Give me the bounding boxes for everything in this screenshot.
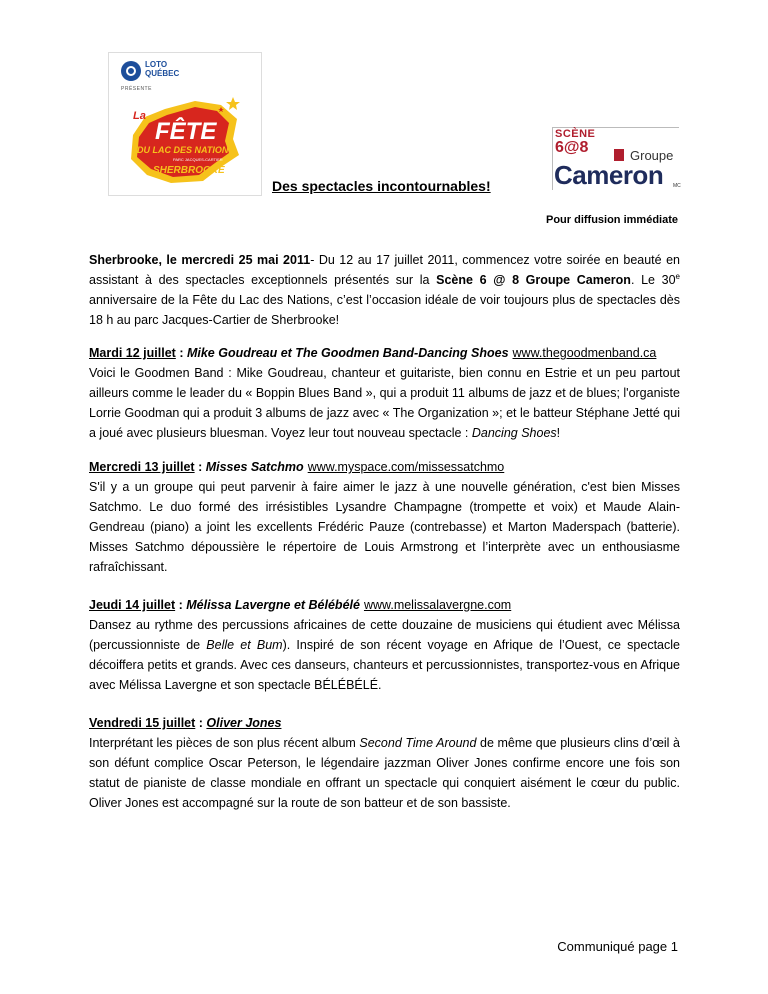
event-block	[89, 595, 680, 695]
superscript: e	[675, 271, 680, 281]
groupe-cameron-logo	[552, 127, 680, 195]
event-description	[89, 733, 680, 813]
svg-text:PARC JACQUES-CARTIER: PARC JACQUES-CARTIER	[173, 157, 223, 162]
groupe-label: Groupe	[630, 148, 674, 163]
event-heading	[89, 713, 680, 733]
event-title: Mélissa Lavergne et Bélébélé	[186, 598, 360, 612]
intro-text: anniversaire de la Fête du Lac des Nations, c’est l’occasion idéale de voir toujours plus de spectacles dès 18 h au parc Jacques-Cartier de Sherbrooke!	[89, 293, 680, 327]
album-title: Second Time Around	[359, 736, 477, 750]
event-description	[89, 615, 680, 695]
release-body	[89, 250, 680, 827]
event-text: de même que plusieurs clins d’œil à son défunt complice Oscar Peterson, le légendaire jazzman Oliver Jones confirme encore une fois son statut de pianiste de classe mondiale en offrant un spectacle qui conquiert aisément le cœur du public. Oliver Jones est accompagné sur la route de son batteur et de son bassiste.	[89, 736, 680, 810]
intro-text: . Le 30	[630, 273, 676, 287]
svg-text:La: La	[133, 110, 146, 122]
event-day: Jeudi 14 juillet	[89, 598, 176, 612]
loto-quebec-icon	[121, 61, 141, 81]
show-title: Belle et Bum	[206, 638, 283, 652]
stage-name: Scène 6 @ 8 Groupe Cameron	[436, 273, 631, 287]
show-title: Dancing Shoes	[471, 426, 557, 440]
event-link[interactable]: www.thegoodmenband.ca	[512, 346, 657, 360]
event-block	[89, 457, 680, 577]
event-heading	[89, 457, 680, 477]
event-day: Mardi 12 juillet	[89, 346, 176, 360]
event-text: ). Inspiré de son récent voyage en Afrique de l’Ouest, ce spectacle décoiffera petits et grands. Avec ces danseurs, chanteurs et percussionnistes, transportez-vous en Afrique avec Mélissa Lavergne et son spectacle BÉLÉBÉLÉ.	[89, 638, 680, 692]
presente-label: PRÉSENTE	[121, 86, 152, 92]
event-title: Mike Goudreau et The Goodmen Band-Dancing Shoes	[186, 346, 509, 360]
fete-festival-icon	[125, 95, 243, 187]
separator: :	[175, 598, 187, 612]
six-huit-label: 6@8	[555, 139, 589, 156]
diffusion-notice: Pour diffusion immédiate	[545, 214, 678, 226]
svg-text:FÊTE: FÊTE	[155, 118, 217, 145]
trademark-mark: MC	[673, 183, 681, 189]
dateline: Sherbrooke, le mercredi 25 mai 2011	[89, 253, 311, 267]
scene-label: SCÈNE	[555, 128, 596, 140]
loto-quebec-wordmark: LOTO QUÉBEC	[145, 60, 180, 78]
intro-paragraph	[89, 250, 680, 330]
event-link[interactable]: www.melissalavergne.com	[363, 598, 512, 612]
headline: Des spectacles incontournables!	[272, 178, 491, 194]
event-block	[89, 343, 680, 443]
event-heading	[89, 343, 680, 363]
event-day: Vendredi 15 juillet	[89, 716, 196, 730]
event-text: !	[556, 426, 561, 440]
page-footer: Communiqué page 1	[557, 939, 678, 954]
svg-text:DU LAC DES NATIONS: DU LAC DES NATIONS	[137, 145, 235, 155]
svg-text:SHERBROOKE: SHERBROOKE	[153, 165, 225, 176]
separator: :	[194, 460, 206, 474]
event-text: Voici le Goodmen Band : Mike Goudreau, chanteur et guitariste, bien connu en Estrie et un peu partout ailleurs comme le leader du « Boppin Blues Band », qui a produit 11 albums de jazz et de blues; l'organiste Lorrie Goodman qui a produit 3 albums de jazz avec « The Organization »; et le batteur Stéphane Jetté qui a joué avec plusieurs bluesman. Voyez leur tout nouveau spectacle :	[89, 366, 680, 440]
event-heading	[89, 595, 680, 615]
event-description	[89, 363, 680, 443]
fete-du-lac-logo	[108, 52, 262, 196]
cameron-wordmark: Cameron	[554, 160, 664, 190]
event-text: Interprétant les pièces de son plus récent album	[89, 736, 360, 750]
event-title: Misses Satchmo	[205, 460, 304, 474]
separator: :	[175, 346, 187, 360]
event-text: Dansez au rythme des percussions africaines de cette douzaine de musiciens qui étudient avec Mélissa (percussionniste de	[89, 618, 680, 652]
event-title: Oliver Jones	[206, 716, 282, 730]
event-day: Mercredi 13 juillet	[89, 460, 195, 474]
event-description: S'il y a un groupe qui peut parvenir à faire aimer le jazz à une nouvelle génération, c'est bien Misses Satchmo. Le duo formé des irrésistibles Lysandre Champagne (trompette et voix) et Maude Alain-Gendreau (piano) a joint les excellents Frédéric Pauze (contrebasse) et Marton Maderspach (batterie). Misses Satchmo dépoussière le répertoire de Louis Armstrong et l’interprète avec un enthousiasme rafraîchissant.	[89, 480, 680, 574]
intro-text: - Du 12 au 17 juillet 2011, commencez votre soirée en beauté en assistant à des spectacles exceptionnels présentés sur la	[89, 253, 680, 287]
event-block	[89, 713, 680, 813]
event-link[interactable]: www.myspace.com/missessatchmo	[307, 460, 505, 474]
separator: :	[195, 716, 207, 730]
